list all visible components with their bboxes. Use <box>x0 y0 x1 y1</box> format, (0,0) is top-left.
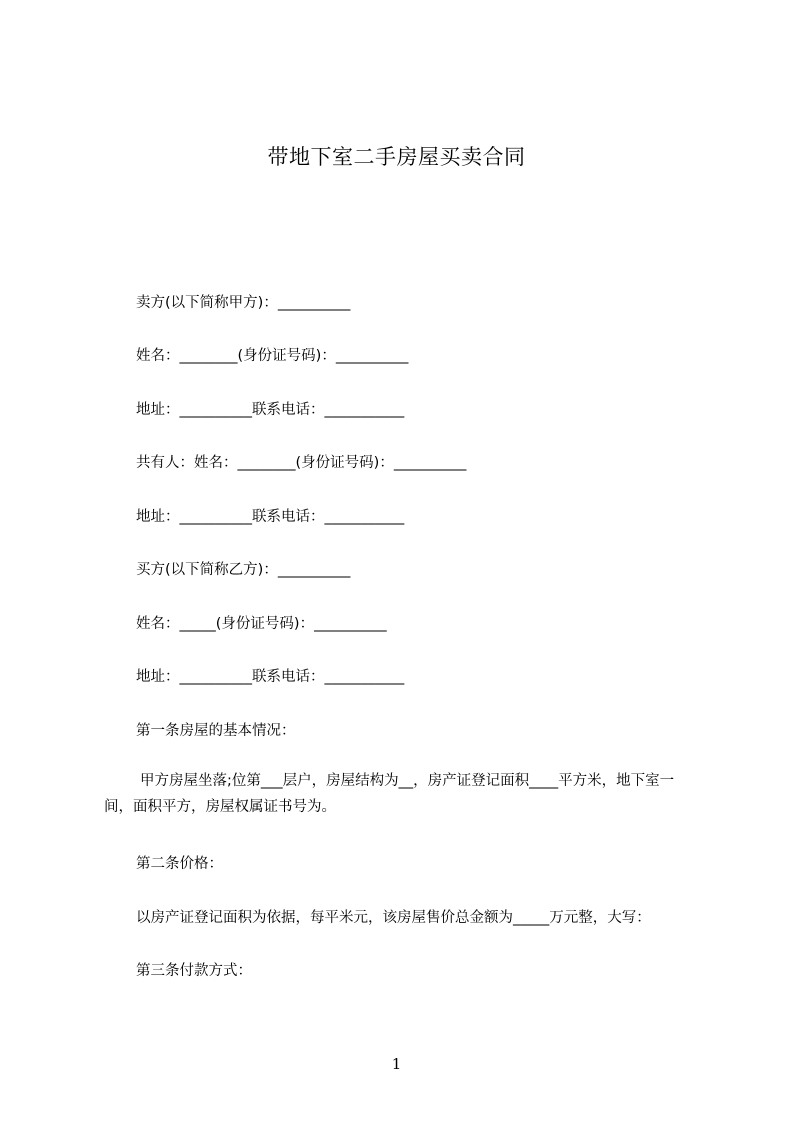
seller-address-line: 地址：__________联系电话：___________ <box>136 402 405 418</box>
buyer-address-line: 地址：__________联系电话：___________ <box>136 669 405 685</box>
seller-name-line: 姓名：________(身份证号码)：__________ <box>136 348 409 364</box>
seller-line: 卖方(以下简称甲方)：__________ <box>136 295 351 311</box>
page-number: 1 <box>391 1055 402 1073</box>
property-description-paragraph <box>104 768 694 820</box>
co-owner-address-line: 地址：__________联系电话：___________ <box>136 509 405 525</box>
section-3-heading: 第三条付款方式： <box>136 963 252 979</box>
section-1-heading: 第一条房屋的基本情况： <box>136 723 296 739</box>
co-owner-line: 共有人：姓名：________(身份证号码)：__________ <box>136 455 467 471</box>
property-description-text: 甲方房屋坐落;位第___层户，房屋结构为__，房产证登记面积____平方米，地下室一间，面积平方，房屋权属证书号为。 <box>104 773 675 815</box>
buyer-line: 买方(以下简称乙方)：__________ <box>136 562 351 578</box>
buyer-name-line: 姓名：_____(身份证号码)：__________ <box>136 616 387 632</box>
section-2-heading: 第二条价格： <box>136 856 223 872</box>
document-title: 带地下室二手房屋买卖合同 <box>267 145 526 169</box>
price-paragraph: 以房产证登记面积为依据，每平米元，该房屋售价总金额为_____万元整，大写： <box>136 910 651 926</box>
